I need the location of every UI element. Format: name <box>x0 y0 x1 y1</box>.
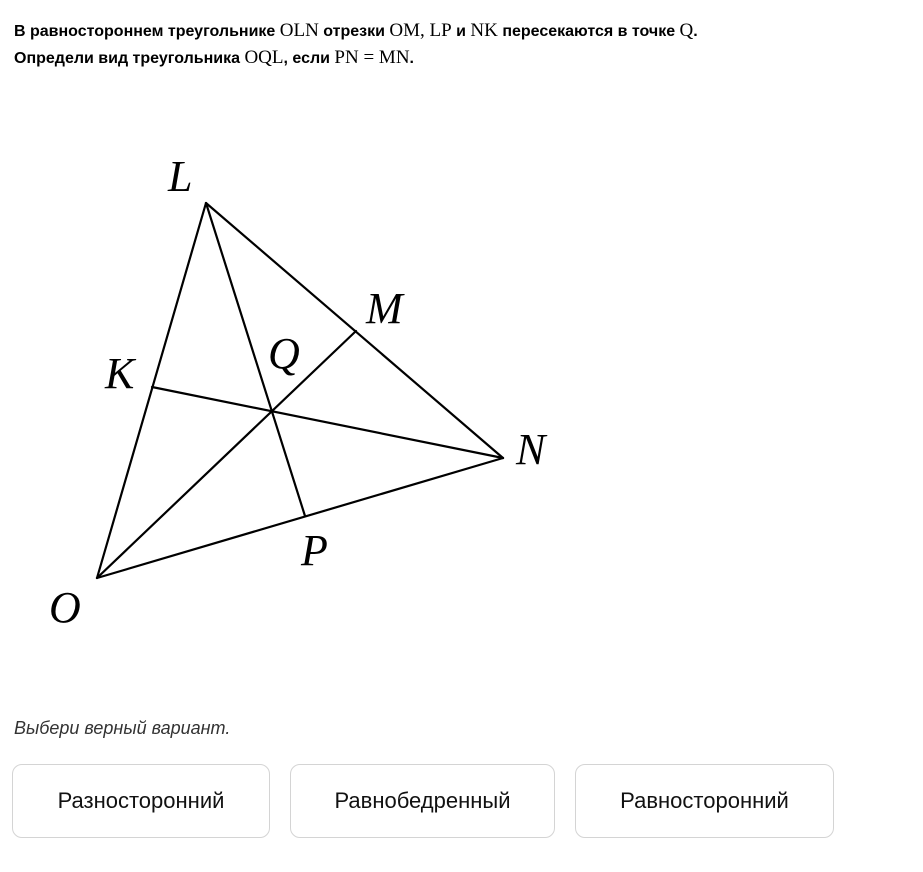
segment-nk <box>152 387 503 458</box>
task-text: пересекаются в точке <box>497 23 680 40</box>
task-text: и <box>451 23 471 40</box>
task-line-2 <box>14 45 904 72</box>
task-text: . <box>409 50 414 67</box>
math-triangle-oln: OLN <box>279 20 319 41</box>
side-ln <box>206 203 503 458</box>
math-condition: PN = MN <box>334 47 410 68</box>
triangle-diagram <box>0 140 600 640</box>
task-text: . <box>693 23 698 40</box>
side-on <box>97 458 503 578</box>
task-text: отрезки <box>318 23 390 40</box>
math-triangle-oql: OQL <box>244 47 284 68</box>
task-line-1 <box>14 18 904 45</box>
answer-options <box>12 764 834 838</box>
label-k: K <box>105 349 135 398</box>
option-isosceles-button[interactable]: Равнобедренный <box>290 764 555 838</box>
label-n: N <box>516 425 546 474</box>
label-p: P <box>301 526 328 575</box>
task-text: В равностороннем треугольнике <box>14 23 280 40</box>
label-m: M <box>366 284 403 333</box>
math-point-q: Q <box>679 20 694 41</box>
option-equilateral-button[interactable]: Равносторонний <box>575 764 834 838</box>
option-scalene-button[interactable]: Разносторонний <box>12 764 270 838</box>
task-text: , если <box>283 50 335 67</box>
answer-hint: Выбери верный вариант. <box>14 718 231 738</box>
task-statement <box>14 18 904 72</box>
label-l: L <box>168 152 193 201</box>
label-o: O <box>49 583 81 632</box>
math-segment-nk: NK <box>470 20 498 41</box>
task-text: Определи вид треугольника <box>14 50 245 67</box>
math-segments-om-lp: OM, LP <box>389 20 452 41</box>
label-q: Q <box>268 329 300 378</box>
triangle-figure <box>0 140 600 640</box>
